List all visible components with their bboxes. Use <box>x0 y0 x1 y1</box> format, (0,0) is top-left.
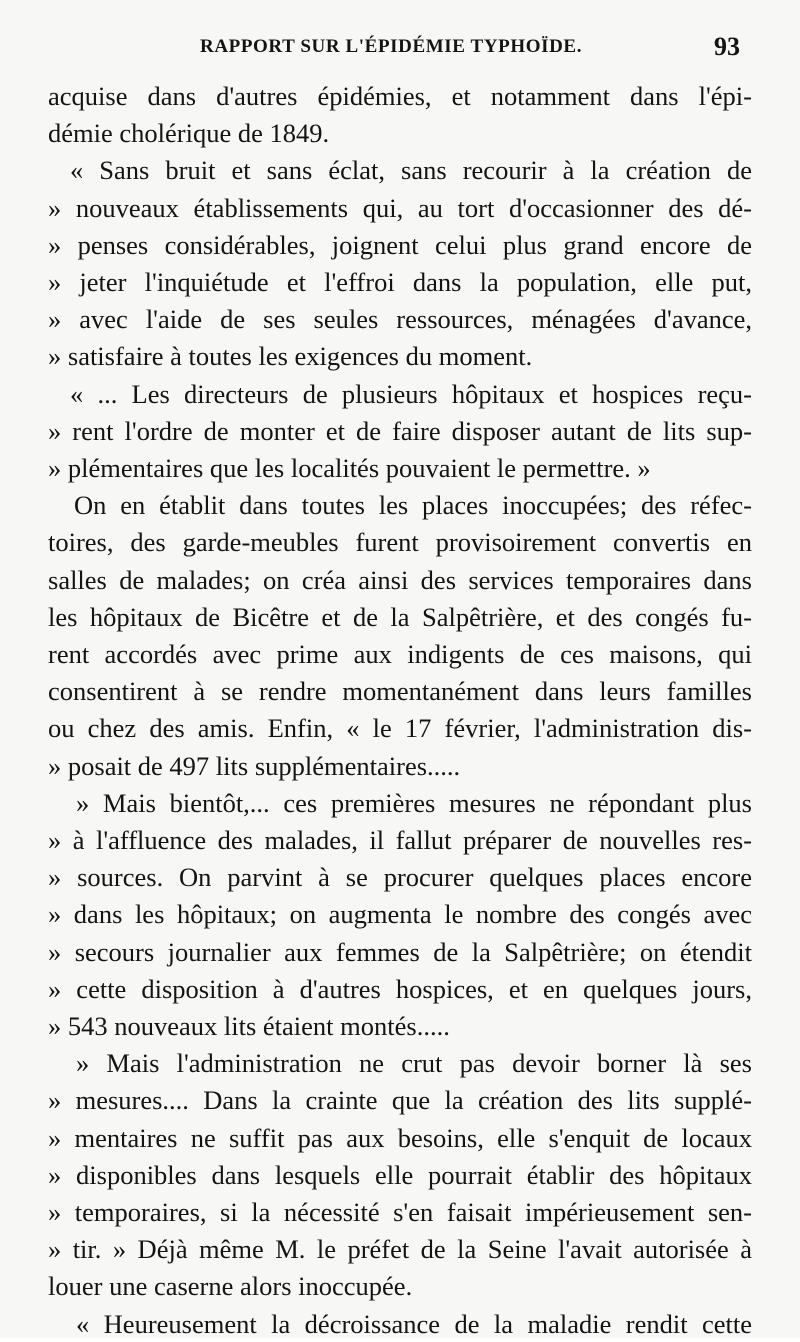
text-line: démie cholérique de 1849. <box>48 118 330 149</box>
text-line: » mentaires ne suffit pas aux besoins, elle s'enquit de locaux <box>48 1122 752 1153</box>
text-line: » tir. » Déjà même M. le préfet de la Seine l'avait autorisée à <box>48 1234 752 1265</box>
text-line: » 543 nouveaux lits étaient montés..... <box>48 1011 450 1041</box>
text-line: toires, des garde-meubles furent provisoirement convertis en <box>48 527 752 558</box>
text-line: » disponibles dans lesquels elle pourrait établir des hôpitaux <box>48 1159 752 1190</box>
text-line: ou chez des amis. Enfin, « le 17 février, l'administration dis- <box>48 713 752 744</box>
text-line: « ... Les directeurs de plusieurs hôpitaux et hospices reçu- <box>70 378 752 409</box>
text-line: » Mais bientôt,... ces premières mesures ne répondant plus <box>76 787 752 818</box>
text-line: » temporaires, si la nécessité s'en faisait impérieusement sen- <box>48 1197 752 1227</box>
text-line: On en établit dans toutes les places inoccupées; des réfec- <box>74 490 752 521</box>
text-line: consentirent à se rendre momentanément dans leurs familles <box>48 676 752 707</box>
text-line: acquise dans d'autres épidémies, et notamment dans l'épi- <box>48 81 752 111</box>
text-line: » satisfaire à toutes les exigences du moment. <box>48 341 533 372</box>
text-line: » jeter l'inquiétude et l'effroi dans la population, elle put, <box>48 267 752 297</box>
text-line: » secours journalier aux femmes de la Salpêtrière; on étendit <box>48 936 752 967</box>
text-line: » penses considérables, joignent celui plus grand encore de <box>48 229 752 260</box>
text-line: » dans les hôpitaux; on augmenta le nombre des congés avec <box>48 899 752 930</box>
text-line: » mesures.... Dans la crainte que la création des lits supplé- <box>48 1085 752 1116</box>
text-line: » avec l'aide de ses seules ressources, ménagées d'avance, <box>48 304 752 335</box>
text-line: louer une caserne alors inoccupée. <box>48 1271 413 1302</box>
text-line: « Heureusement la décroissance de la maladie rendit cette <box>76 1308 752 1339</box>
text-line: « Sans bruit et sans éclat, sans recourir à la création de <box>70 155 752 186</box>
text-line: » sources. On parvint à se procurer quelques places encore <box>48 862 752 893</box>
text-line: » posait de 497 lits supplémentaires..... <box>48 750 461 781</box>
page-number: 93 <box>714 32 740 61</box>
text-line: » cette disposition à d'autres hospices, et en quelques jours, <box>48 973 752 1004</box>
text-line: » rent l'ordre de monter et de faire disposer autant de lits sup- <box>48 415 752 446</box>
text-line: les hôpitaux de Bicêtre et de la Salpêtrière, et des congés fu- <box>48 601 752 632</box>
text-line: » plémentaires que les localités pouvaient le permettre. » <box>48 453 651 483</box>
text-line: » Mais l'administration ne crut pas devoir borner là ses <box>76 1048 752 1079</box>
text-line: » à l'affluence des malades, il fallut préparer de nouvelles res- <box>48 825 752 855</box>
text-line: rent accordés avec prime aux indigents de ces maisons, qui <box>48 639 752 669</box>
text-line: salles de malades; on créa ainsi des services temporaires dans <box>48 564 752 595</box>
page-header <box>0 32 800 76</box>
text-line: » nouveaux établissements qui, au tort d'occasionner des dé- <box>48 192 752 223</box>
running-title: RAPPORT SUR L'ÉPIDÉMIE TYPHOÏDE. <box>200 36 583 57</box>
